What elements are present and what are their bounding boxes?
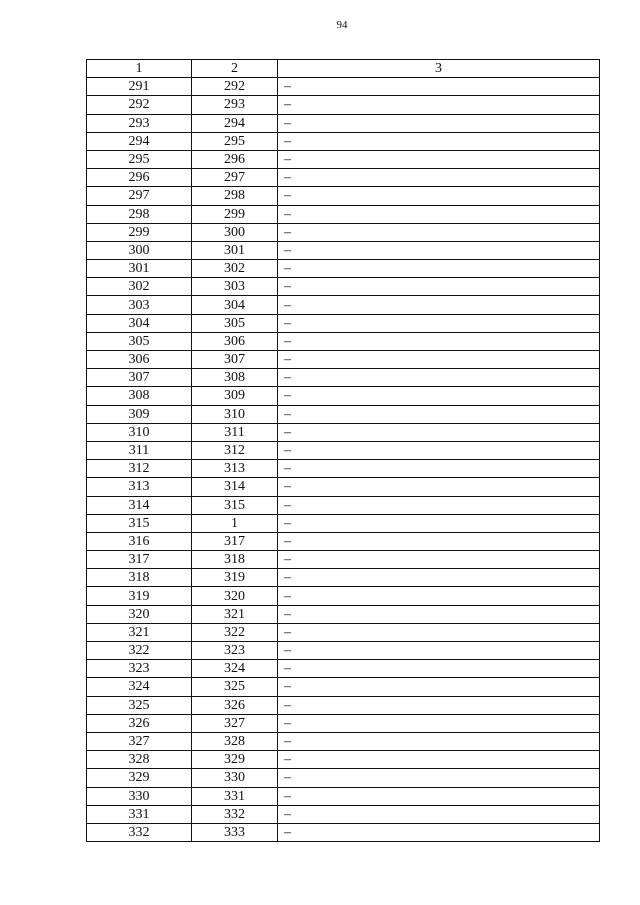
table-row [87,150,600,168]
cell-col-1: 318 [87,569,192,587]
cell-col-1: 327 [87,732,192,750]
table-row [87,514,600,532]
table-row [87,296,600,314]
cell-col-2: 302 [192,260,278,278]
cell-col-1: 297 [87,187,192,205]
cell-col-1: 315 [87,514,192,532]
cell-col-3: – [278,260,600,278]
cell-col-2: 1 [192,514,278,532]
cell-col-2: 330 [192,769,278,787]
table-row [87,551,600,569]
cell-col-1: 311 [87,441,192,459]
cell-col-2: 321 [192,605,278,623]
table-row [87,605,600,623]
cell-col-2: 328 [192,732,278,750]
cell-col-3: – [278,132,600,150]
cell-col-3: – [278,278,600,296]
table-row [87,660,600,678]
cell-col-2: 310 [192,405,278,423]
cell-col-1: 324 [87,678,192,696]
table-row [87,351,600,369]
cell-col-2: 323 [192,642,278,660]
table-row [87,405,600,423]
cell-col-3: – [278,205,600,223]
table-row [87,332,600,350]
cell-col-1: 332 [87,823,192,841]
cell-col-2: 292 [192,78,278,96]
cell-col-3: – [278,405,600,423]
cell-col-2: 312 [192,441,278,459]
cell-col-2: 331 [192,787,278,805]
cell-col-2: 295 [192,132,278,150]
cell-col-2: 299 [192,205,278,223]
cell-col-1: 312 [87,460,192,478]
data-table [86,59,600,842]
table-row [87,205,600,223]
page-number: 94 [336,19,348,31]
cell-col-2: 314 [192,478,278,496]
cell-col-3: – [278,369,600,387]
cell-col-3: – [278,96,600,114]
table-row [87,260,600,278]
table-row [87,478,600,496]
cell-col-1: 301 [87,260,192,278]
table-row [87,769,600,787]
cell-col-2: 308 [192,369,278,387]
table-row [87,460,600,478]
cell-col-1: 305 [87,332,192,350]
table-row [87,369,600,387]
table-row [87,751,600,769]
cell-col-2: 332 [192,805,278,823]
table-row [87,823,600,841]
cell-col-3: – [278,351,600,369]
table-row [87,223,600,241]
table-row [87,169,600,187]
cell-col-3: – [278,514,600,532]
table-row [87,496,600,514]
cell-col-3: – [278,751,600,769]
cell-col-1: 323 [87,660,192,678]
table-row [87,187,600,205]
cell-col-2: 294 [192,114,278,132]
cell-col-2: 304 [192,296,278,314]
cell-col-3: – [278,605,600,623]
table-row [87,714,600,732]
cell-col-1: 296 [87,169,192,187]
cell-col-3: – [278,114,600,132]
cell-col-1: 313 [87,478,192,496]
cell-col-2: 305 [192,314,278,332]
cell-col-1: 314 [87,496,192,514]
cell-col-2: 306 [192,332,278,350]
cell-col-1: 320 [87,605,192,623]
cell-col-1: 304 [87,314,192,332]
cell-col-2: 317 [192,532,278,550]
cell-col-3: – [278,623,600,641]
table-row [87,678,600,696]
cell-col-2: 311 [192,423,278,441]
column-header-2: 2 [192,60,278,78]
cell-col-2: 326 [192,696,278,714]
table-row [87,569,600,587]
table-row [87,278,600,296]
cell-col-3: – [278,387,600,405]
table-row [87,805,600,823]
table-row [87,132,600,150]
cell-col-2: 333 [192,823,278,841]
cell-col-1: 329 [87,769,192,787]
cell-col-3: – [278,332,600,350]
cell-col-1: 331 [87,805,192,823]
cell-col-1: 322 [87,642,192,660]
cell-col-2: 307 [192,351,278,369]
cell-col-2: 325 [192,678,278,696]
table-row [87,623,600,641]
cell-col-2: 318 [192,551,278,569]
cell-col-1: 303 [87,296,192,314]
cell-col-3: – [278,187,600,205]
cell-col-1: 316 [87,532,192,550]
cell-col-1: 325 [87,696,192,714]
table-row [87,241,600,259]
cell-col-3: – [278,678,600,696]
table-row [87,732,600,750]
cell-col-1: 310 [87,423,192,441]
cell-col-3: – [278,78,600,96]
table-row [87,787,600,805]
cell-col-3: – [278,587,600,605]
cell-col-2: 301 [192,241,278,259]
table-row [87,423,600,441]
table-row [87,587,600,605]
cell-col-2: 324 [192,660,278,678]
cell-col-1: 309 [87,405,192,423]
cell-col-1: 295 [87,150,192,168]
cell-col-3: – [278,423,600,441]
table-row [87,696,600,714]
cell-col-3: – [278,460,600,478]
cell-col-1: 294 [87,132,192,150]
cell-col-3: – [278,150,600,168]
cell-col-3: – [278,642,600,660]
cell-col-2: 327 [192,714,278,732]
cell-col-2: 300 [192,223,278,241]
cell-col-2: 329 [192,751,278,769]
cell-col-1: 292 [87,96,192,114]
table-row [87,314,600,332]
column-header-3: 3 [278,60,600,78]
cell-col-3: – [278,714,600,732]
table-row [87,441,600,459]
cell-col-2: 319 [192,569,278,587]
cell-col-2: 297 [192,169,278,187]
cell-col-3: – [278,223,600,241]
cell-col-1: 298 [87,205,192,223]
cell-col-3: – [278,296,600,314]
cell-col-2: 293 [192,96,278,114]
table-row [87,78,600,96]
cell-col-1: 307 [87,369,192,387]
cell-col-1: 308 [87,387,192,405]
cell-col-1: 291 [87,78,192,96]
cell-col-3: – [278,478,600,496]
cell-col-3: – [278,241,600,259]
cell-col-3: – [278,569,600,587]
cell-col-3: – [278,787,600,805]
table-row [87,642,600,660]
cell-col-3: – [278,496,600,514]
cell-col-2: 296 [192,150,278,168]
cell-col-3: – [278,696,600,714]
cell-col-2: 320 [192,587,278,605]
table-body [87,78,600,842]
cell-col-3: – [278,314,600,332]
table-row [87,96,600,114]
cell-col-1: 319 [87,587,192,605]
cell-col-3: – [278,769,600,787]
cell-col-3: – [278,732,600,750]
cell-col-1: 302 [87,278,192,296]
column-header-1: 1 [87,60,192,78]
cell-col-1: 300 [87,241,192,259]
cell-col-2: 313 [192,460,278,478]
cell-col-3: – [278,551,600,569]
cell-col-3: – [278,441,600,459]
cell-col-1: 317 [87,551,192,569]
cell-col-3: – [278,660,600,678]
cell-col-3: – [278,823,600,841]
cell-col-1: 306 [87,351,192,369]
cell-col-2: 315 [192,496,278,514]
cell-col-1: 326 [87,714,192,732]
cell-col-1: 328 [87,751,192,769]
cell-col-3: – [278,805,600,823]
cell-col-2: 322 [192,623,278,641]
cell-col-1: 330 [87,787,192,805]
table-row [87,114,600,132]
table-row [87,532,600,550]
table-row [87,387,600,405]
cell-col-2: 303 [192,278,278,296]
table-header-row [87,60,600,78]
cell-col-2: 298 [192,187,278,205]
cell-col-3: – [278,532,600,550]
cell-col-2: 309 [192,387,278,405]
cell-col-1: 293 [87,114,192,132]
cell-col-1: 321 [87,623,192,641]
cell-col-3: – [278,169,600,187]
cell-col-1: 299 [87,223,192,241]
